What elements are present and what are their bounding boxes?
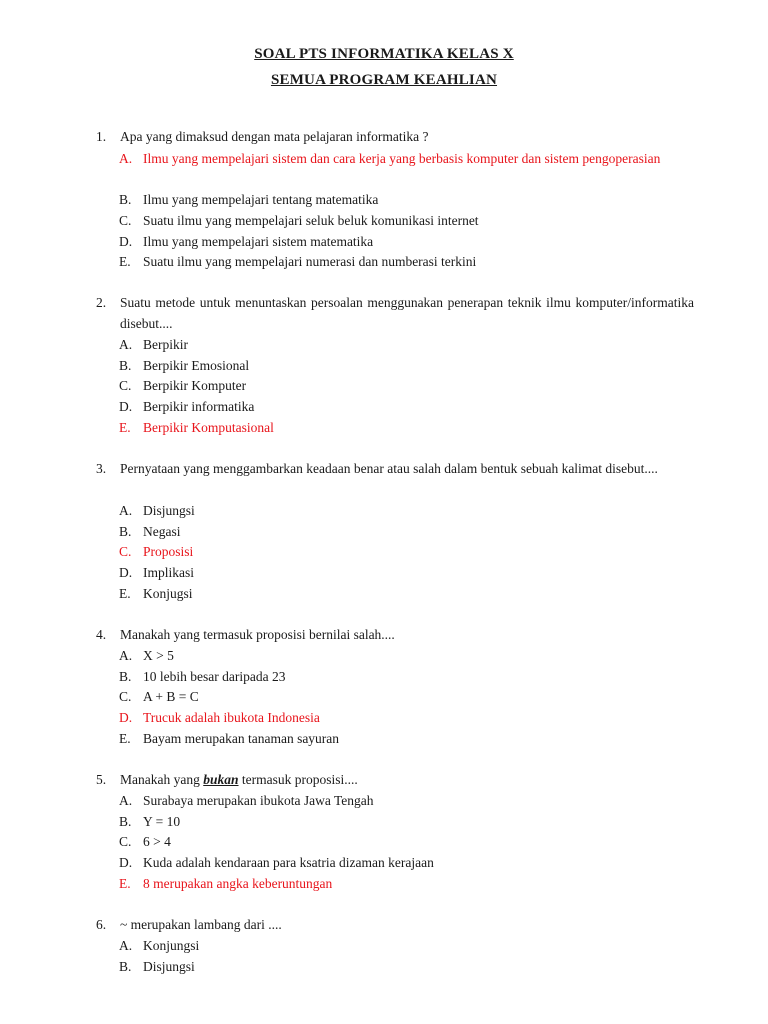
option-letter: E. <box>119 876 131 891</box>
option-text: Ilmu yang mempelajari sistem dan cara kerja yang berbasis komputer dan sistem pengoperasian <box>143 151 661 166</box>
option-letter: A. <box>119 337 133 352</box>
option-letter: C. <box>119 378 132 393</box>
option-text: 10 lebih besar daripada 23 <box>143 669 286 684</box>
question-text: Suatu metode untuk menuntaskan persoalan menggunakan penerapan teknik ilmu komputer/informatika disebut.... <box>120 295 694 331</box>
option-4d <box>119 707 694 728</box>
option-letter: D. <box>119 234 133 249</box>
option-5d <box>119 852 694 873</box>
option-text: Suatu ilmu yang mempelajari seluk beluk komunikasi internet <box>143 213 479 228</box>
option-text: Surabaya merupakan ibukota Jawa Tengah <box>143 793 374 808</box>
option-letter: D. <box>119 399 133 414</box>
option-letter: D. <box>119 855 133 870</box>
question-text: ~ merupakan lambang dari .... <box>120 917 282 932</box>
option-2e <box>119 417 694 438</box>
question-text-before: Manakah yang <box>120 772 204 787</box>
option-2a <box>119 334 694 355</box>
option-letter: B. <box>119 524 132 539</box>
question-3 <box>96 458 694 479</box>
option-text: X > 5 <box>143 648 174 663</box>
question-1 <box>96 126 694 147</box>
option-1a <box>119 148 694 169</box>
option-text: Trucuk adalah ibukota Indonesia <box>143 710 320 725</box>
option-text: Proposisi <box>143 544 194 559</box>
option-letter: B. <box>119 959 132 974</box>
option-text: 8 merupakan angka keberuntungan <box>143 876 333 891</box>
option-text: Ilmu yang mempelajari tentang matematika <box>143 192 379 207</box>
question-text <box>96 769 694 790</box>
option-text: Suatu ilmu yang mempelajari numerasi dan numberasi terkini <box>143 254 477 269</box>
option-6b <box>119 956 694 977</box>
option-1d <box>119 231 694 252</box>
option-1c <box>119 210 694 231</box>
option-text: Konjungsi <box>143 938 200 953</box>
option-letter: A. <box>119 648 133 663</box>
question-number: 4. <box>96 627 107 642</box>
question-number: 2. <box>96 295 107 310</box>
option-3e <box>119 583 694 604</box>
option-text: Y = 10 <box>143 814 181 829</box>
option-3c <box>119 541 694 562</box>
option-letter: A. <box>119 503 133 518</box>
option-text: Berpikir informatika <box>143 399 255 414</box>
option-letter: B. <box>119 358 132 373</box>
option-letter: B. <box>119 814 132 829</box>
option-letter: E. <box>119 420 131 435</box>
question-number: 3. <box>96 461 107 476</box>
option-3b <box>119 521 694 542</box>
option-5b <box>119 811 694 832</box>
document-subtitle: SEMUA PROGRAM KEAHLIAN <box>270 72 498 88</box>
option-3a <box>119 500 694 521</box>
question-4 <box>96 624 694 645</box>
question-emphasis: bukan <box>203 772 239 787</box>
option-text: Berpikir <box>143 337 188 352</box>
option-6a <box>119 935 694 956</box>
question-text: Apa yang dimaksud dengan mata pelajaran informatika ? <box>120 129 429 144</box>
option-letter: E. <box>119 254 131 269</box>
option-2b <box>119 355 694 376</box>
option-letter: D. <box>119 710 133 725</box>
option-text: Bayam merupakan tanaman sayuran <box>143 731 340 746</box>
option-letter: B. <box>119 192 132 207</box>
option-text: Implikasi <box>143 565 194 580</box>
question-text-after: termasuk proposisi.... <box>238 772 358 787</box>
option-text: Konjugsi <box>143 586 193 601</box>
option-letter: C. <box>119 544 132 559</box>
option-text: Berpikir Komputer <box>143 378 247 393</box>
question-text: Manakah yang termasuk proposisi bernilai salah.... <box>120 627 395 642</box>
question-6 <box>96 914 694 935</box>
option-text: Kuda adalah kendaraan para ksatria dizaman kerajaan <box>143 855 434 870</box>
option-2d <box>119 396 694 417</box>
option-4e <box>119 728 694 749</box>
option-text: Ilmu yang mempelajari sistem matematika <box>143 234 374 249</box>
option-text: Negasi <box>143 524 181 539</box>
option-letter: D. <box>119 565 133 580</box>
option-4b <box>119 666 694 687</box>
option-letter: C. <box>119 834 132 849</box>
option-5e <box>119 873 694 894</box>
option-letter: E. <box>119 586 131 601</box>
option-letter: A. <box>119 151 133 166</box>
option-3d <box>119 562 694 583</box>
option-text: A + B = C <box>143 689 199 704</box>
question-5 <box>96 769 694 790</box>
question-2 <box>96 292 694 334</box>
option-letter: E. <box>119 731 131 746</box>
option-1e <box>119 251 694 272</box>
option-letter: C. <box>119 213 132 228</box>
option-4a <box>119 645 694 666</box>
question-text: Pernyataan yang menggambarkan keadaan benar atau salah dalam bentuk sebuah kalimat disebut.... <box>120 461 658 476</box>
option-text: Disjungsi <box>143 959 195 974</box>
document-title: SOAL PTS INFORMATIKA KELAS X <box>254 46 514 62</box>
option-text: 6 > 4 <box>143 834 171 849</box>
option-5a <box>119 790 694 811</box>
option-text: Disjungsi <box>143 503 195 518</box>
question-number: 1. <box>96 129 107 144</box>
option-letter: A. <box>119 793 133 808</box>
option-4c <box>119 686 694 707</box>
option-2c <box>119 375 694 396</box>
option-text: Berpikir Emosional <box>143 358 250 373</box>
option-1b <box>119 189 694 210</box>
option-letter: A. <box>119 938 133 953</box>
question-number: 6. <box>96 917 107 932</box>
option-letter: B. <box>119 669 132 684</box>
option-letter: C. <box>119 689 132 704</box>
option-text: Berpikir Komputasional <box>143 420 274 435</box>
question-number: 5. <box>96 772 107 787</box>
option-5c <box>119 831 694 852</box>
